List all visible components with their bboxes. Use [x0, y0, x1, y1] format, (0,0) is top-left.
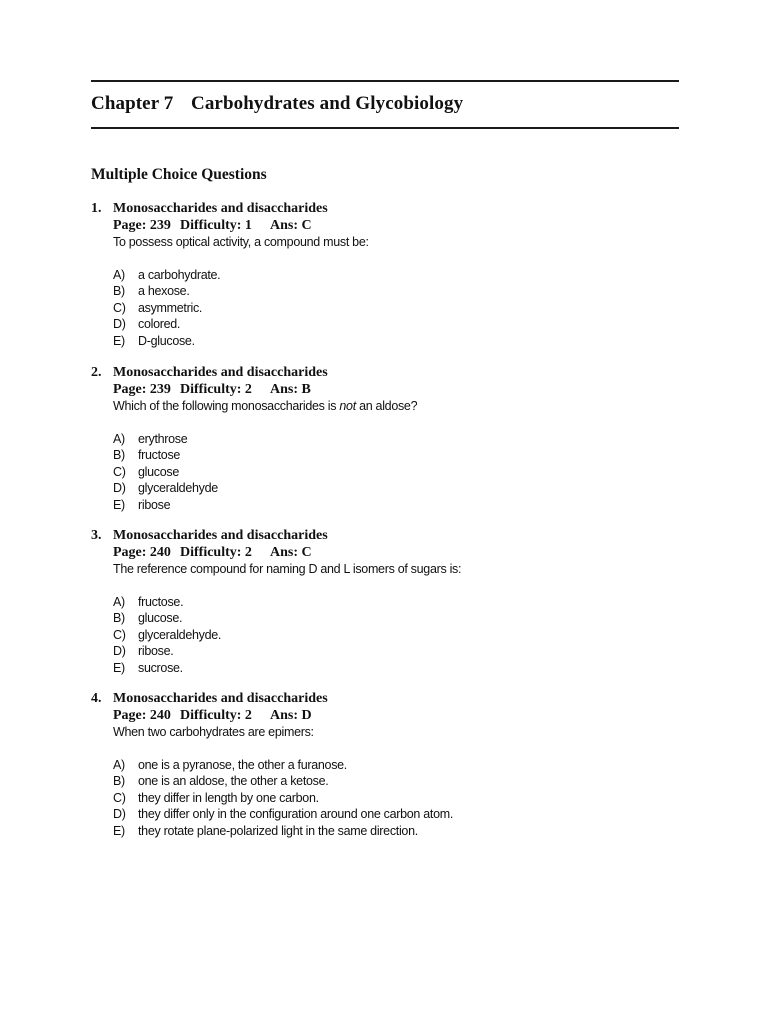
question-stem: When two carbohydrates are epimers:: [113, 725, 314, 739]
choice-item: [91, 806, 691, 823]
choice-letter: A): [113, 431, 125, 446]
choice-item: [91, 431, 691, 448]
choice-letter: D): [113, 807, 126, 821]
question-stem: Which of the following monosaccharides is not an aldose?: [113, 399, 418, 413]
choice-item: [91, 333, 691, 350]
choice-letter: B): [113, 284, 125, 298]
choice-item: [91, 267, 691, 284]
choice-item: [91, 643, 691, 660]
question-topic: Monosaccharides and disaccharides: [113, 365, 328, 380]
question-difficulty: Difficulty: 2: [180, 707, 252, 723]
choice-list: [91, 757, 691, 840]
question-number: 1.: [91, 201, 102, 216]
question-difficulty: Difficulty: 2: [180, 544, 252, 560]
choice-letter: B): [113, 774, 125, 788]
question-2: [91, 365, 691, 513]
question-topic: Monosaccharides and disaccharides: [113, 201, 328, 216]
emphasis-text: not: [339, 399, 356, 413]
question-page: Page: 240: [113, 544, 171, 560]
choice-item: [91, 823, 691, 840]
choice-text: they differ only in the configuration around one carbon atom.: [138, 807, 454, 821]
choice-text: glyceraldehyde: [138, 481, 218, 495]
choice-list: [91, 267, 691, 350]
choice-item: [91, 447, 691, 464]
question-answer: Ans: D: [270, 707, 312, 723]
question-topic: Monosaccharides and disaccharides: [113, 691, 328, 706]
choice-item: [91, 300, 691, 317]
choice-letter: B): [113, 448, 125, 462]
choice-text: sucrose.: [138, 660, 183, 675]
question-difficulty: Difficulty: 2: [180, 381, 252, 397]
choice-item: [91, 610, 691, 627]
question-answer: Ans: C: [270, 544, 312, 560]
choice-item: [91, 773, 691, 790]
question-page: Page: 240: [113, 707, 171, 723]
choice-text: one is an aldose, the other a ketose.: [138, 774, 329, 788]
choice-text: ribose: [138, 497, 171, 512]
choice-letter: E): [113, 660, 125, 675]
bottom-rule: [91, 127, 679, 129]
choice-text: glucose: [138, 464, 179, 479]
choice-letter: C): [113, 464, 126, 479]
question-stem: To possess optical activity, a compound must be:: [113, 235, 369, 249]
choice-text: ribose.: [138, 644, 174, 658]
choice-item: [91, 594, 691, 611]
question-topic: Monosaccharides and disaccharides: [113, 528, 328, 543]
choice-letter: A): [113, 594, 125, 609]
choice-text: glyceraldehyde.: [138, 627, 222, 642]
choice-letter: A): [113, 757, 125, 772]
question-answer: Ans: B: [270, 381, 311, 397]
chapter-title: [91, 93, 463, 115]
question-difficulty: Difficulty: 1: [180, 217, 252, 233]
question-page: Page: 239: [113, 217, 171, 233]
question-1: [91, 201, 691, 349]
chapter-number: Chapter 7: [91, 93, 174, 114]
choice-text: colored.: [138, 317, 181, 331]
choice-text: fructose.: [138, 594, 184, 609]
choice-text: a carbohydrate.: [138, 267, 221, 282]
choice-letter: C): [113, 790, 126, 805]
choice-item: [91, 627, 691, 644]
section-heading: Multiple Choice Questions: [91, 166, 267, 183]
choice-list: [91, 594, 691, 677]
question-meta: [113, 545, 312, 562]
choice-text: D-glucose.: [138, 333, 195, 348]
choice-letter: D): [113, 481, 126, 495]
question-4: [91, 691, 691, 839]
choice-text: they rotate plane-polarized light in the same direction.: [138, 823, 418, 838]
question-meta: [113, 708, 312, 725]
choice-item: [91, 790, 691, 807]
choice-letter: B): [113, 611, 125, 625]
chapter-name: Carbohydrates and Glycobiology: [191, 93, 464, 114]
choice-item: [91, 316, 691, 333]
question-3: [91, 528, 691, 676]
question-meta: [113, 382, 311, 399]
question-number: 2.: [91, 365, 102, 380]
question-number: 4.: [91, 691, 102, 706]
choice-letter: C): [113, 300, 126, 315]
choice-text: asymmetric.: [138, 300, 203, 315]
choice-letter: E): [113, 333, 125, 348]
choice-letter: E): [113, 497, 125, 512]
choice-letter: C): [113, 627, 126, 642]
choice-letter: A): [113, 267, 125, 282]
choice-text: a hexose.: [138, 284, 190, 298]
choice-letter: D): [113, 317, 126, 331]
question-meta: [113, 218, 312, 235]
question-number: 3.: [91, 528, 102, 543]
choice-list: [91, 431, 691, 514]
question-page: Page: 239: [113, 381, 171, 397]
choice-item: [91, 497, 691, 514]
choice-text: fructose: [138, 448, 181, 462]
choice-letter: E): [113, 823, 125, 838]
top-rule: [91, 80, 679, 82]
choice-text: glucose.: [138, 611, 183, 625]
choice-item: [91, 660, 691, 677]
choice-text: one is a pyranose, the other a furanose.: [138, 757, 347, 772]
choice-item: [91, 283, 691, 300]
question-answer: Ans: C: [270, 217, 312, 233]
choice-item: [91, 480, 691, 497]
choice-text: they differ in length by one carbon.: [138, 790, 319, 805]
choice-text: erythrose: [138, 431, 188, 446]
choice-letter: D): [113, 644, 126, 658]
choice-item: [91, 757, 691, 774]
question-stem: The reference compound for naming D and L isomers of sugars is:: [113, 562, 462, 576]
choice-item: [91, 464, 691, 481]
